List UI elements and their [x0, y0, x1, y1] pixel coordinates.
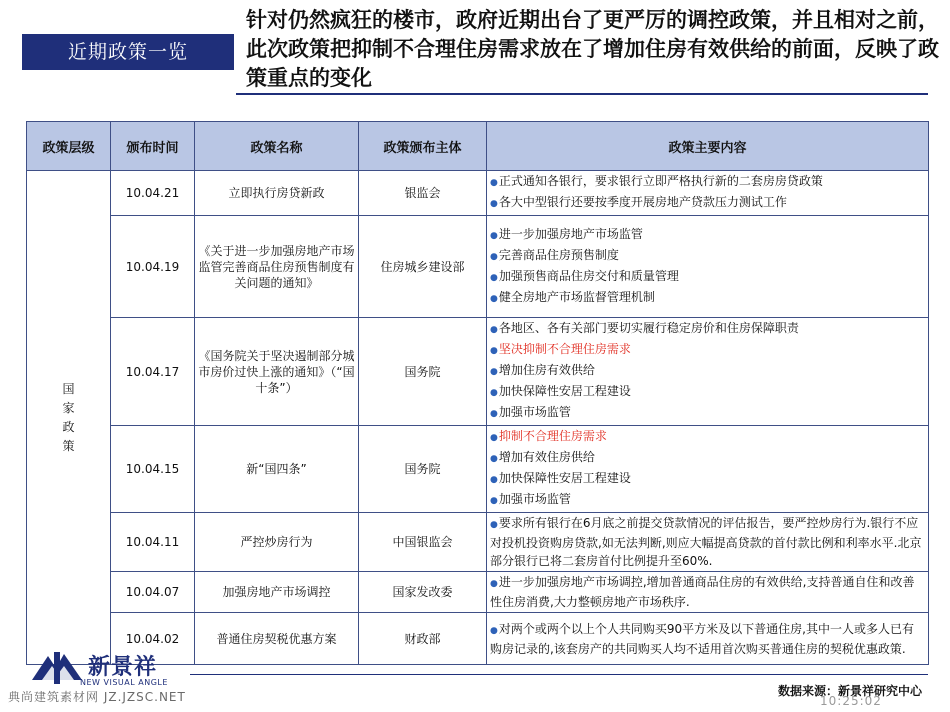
- content-item: ●进一步加强房地产市场调控,增加普通商品住房的有效供给,支持普通自住和改善性住房消费,大力整顿房地产市场秩序.: [490, 575, 915, 609]
- column-header-name: 政策名称: [195, 122, 359, 171]
- content-cell: [487, 216, 929, 318]
- company-logo: [20, 648, 190, 690]
- date-cell: 10.04.21: [111, 171, 195, 216]
- bullet-icon: ●: [490, 388, 498, 398]
- table-row: [27, 171, 929, 216]
- content-cell: [487, 426, 929, 513]
- bullet-icon: ●: [490, 625, 498, 636]
- content-item: ●加快保障性安居工程建设: [490, 384, 631, 398]
- bullet-icon: ●: [490, 496, 498, 506]
- content-cell: [487, 513, 929, 572]
- bottom-divider: [190, 674, 928, 675]
- date-cell: 10.04.17: [111, 318, 195, 426]
- bullet-icon: ●: [490, 251, 498, 262]
- table-row: [27, 426, 929, 513]
- column-header-date: 颁布时间: [111, 122, 195, 171]
- content-item: ●对两个或两个以上个人共同购买90平方米及以下普通住房,其中一人或多人已有购房记录的,该套房产的共同购买人均不适用首次购买普通住房的契税优惠政策.: [490, 621, 914, 656]
- logo-chinese-text: 新景祥: [88, 655, 158, 680]
- bullet-icon: ●: [490, 579, 498, 589]
- content-item: ●要求所有银行在6月底之前提交贷款情况的评估报告，要严控炒房行为.银行不应对投机投资购房贷款,如无法判断,则应大幅提高贷款的首付款比例和利率水平.北京部分银行已将二套房首付比例提升至60%.: [490, 516, 922, 568]
- table-row: [27, 513, 929, 572]
- content-cell: [487, 318, 929, 426]
- policy-level-cell: [27, 171, 111, 665]
- column-header-level: 政策层级: [27, 122, 111, 171]
- policy-name-cell: 严控炒房行为: [195, 513, 359, 572]
- top-divider: [236, 93, 928, 95]
- policy-name-cell: 《关于进一步加强房地产市场监管完善商品住房预售制度有关问题的通知》: [195, 216, 359, 318]
- content-cell: [487, 572, 929, 613]
- policy-name-cell: 加强房地产市场调控: [195, 572, 359, 613]
- date-cell: 10.04.02: [111, 613, 195, 665]
- policy-name-cell: 《国务院关于坚决遏制部分城市房价过快上涨的通知》（“国十条”）: [195, 318, 359, 426]
- issuer-cell: 国务院: [359, 426, 487, 513]
- bullet-icon: ●: [490, 433, 498, 443]
- issuer-cell: 银监会: [359, 171, 487, 216]
- date-cell: 10.04.07: [111, 572, 195, 613]
- bullet-icon: ●: [490, 346, 498, 356]
- column-header-issuer: 政策颁布主体: [359, 122, 487, 171]
- bullet-icon: ●: [490, 178, 498, 188]
- table-row: [27, 572, 929, 613]
- date-cell: 10.04.11: [111, 513, 195, 572]
- issuer-cell: 国务院: [359, 318, 487, 426]
- content-cell: [487, 171, 929, 216]
- policy-name-cell: 普通住房契税优惠方案: [195, 613, 359, 665]
- content-item: ●各地区、各有关部门要切实履行稳定房价和住房保障职责: [490, 321, 799, 335]
- content-item: ●增加住房有效供给: [490, 363, 595, 377]
- date-cell: 10.04.19: [111, 216, 195, 318]
- logo-english-text: NEW VISUAL ANGLE: [80, 678, 168, 687]
- column-header-content: 政策主要内容: [487, 122, 929, 171]
- date-cell: 10.04.15: [111, 426, 195, 513]
- policy-table: [26, 121, 929, 665]
- bullet-icon: ●: [490, 520, 498, 530]
- bullet-icon: ●: [490, 272, 498, 283]
- watermark-text: 典尚建筑素材网 JZ.JZSC.NET: [8, 690, 186, 704]
- content-cell: [487, 613, 929, 665]
- table-row: [27, 318, 929, 426]
- table-row: [27, 216, 929, 318]
- data-source-note: 数据来源：新景祥研究中心: [777, 684, 922, 698]
- content-item: ●正式通知各银行，要求银行立即严格执行新的二套房房贷政策: [490, 174, 823, 188]
- policy-name-cell: 新“国四条”: [195, 426, 359, 513]
- section-tag: 近期政策一览: [22, 34, 234, 70]
- bullet-icon: ●: [490, 475, 498, 485]
- content-item: ●进一步加强房地产市场监管: [490, 226, 643, 241]
- content-item: ●加强预售商品住房交付和质量管理: [490, 268, 679, 283]
- bullet-icon: ●: [490, 454, 498, 464]
- table-header-row: [27, 122, 929, 171]
- content-item: ●各大中型银行还要按季度开展房地产贷款压力测试工作: [490, 195, 787, 209]
- content-item: ●坚决抑制不合理住房需求: [490, 342, 631, 356]
- content-item: ●加强市场监管: [490, 492, 571, 506]
- page-headline: 针对仍然疯狂的楼市，政府近期出台了更严厉的调控政策，并且相对之前，此次政策把抑制不合理住房需求放在了增加住房有效供给的前面，反映了政策重点的变化: [246, 8, 939, 90]
- issuer-cell: 住房城乡建设部: [359, 216, 487, 318]
- bullet-icon: ●: [490, 199, 498, 209]
- content-item: ●加快保障性安居工程建设: [490, 471, 631, 485]
- bullet-icon: ●: [490, 293, 498, 304]
- issuer-cell: 财政部: [359, 613, 487, 665]
- bullet-icon: ●: [490, 367, 498, 377]
- content-item: ●加强市场监管: [490, 405, 571, 419]
- bullet-icon: ●: [490, 325, 498, 335]
- content-item: ●完善商品住房预售制度: [490, 247, 619, 262]
- bullet-icon: ●: [490, 230, 498, 241]
- issuer-cell: 中国银监会: [359, 513, 487, 572]
- issuer-cell: 国家发改委: [359, 572, 487, 613]
- content-item: ●健全房地产市场监督管理机制: [490, 289, 655, 304]
- policy-level-label: 国家政策: [62, 381, 75, 453]
- content-item: ●抑制不合理住房需求: [490, 429, 607, 443]
- logo-mark-icon: [28, 650, 86, 686]
- policy-name-cell: 立即执行房贷新政: [195, 171, 359, 216]
- bullet-icon: ●: [490, 409, 498, 419]
- page-code: 10:25:02: [820, 694, 882, 708]
- content-item: ●增加有效住房供给: [490, 450, 595, 464]
